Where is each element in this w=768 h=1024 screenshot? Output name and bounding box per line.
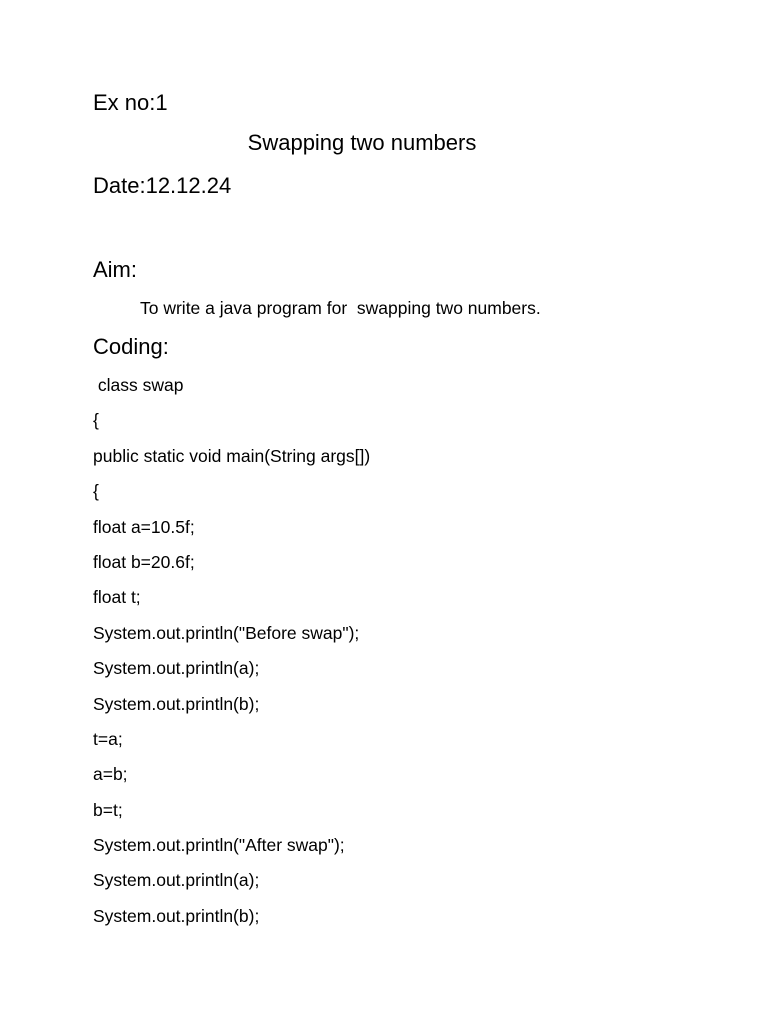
aim-text: To write a java program for swapping two numbers. (140, 298, 541, 318)
date-line: Date:12.12.24 (93, 173, 232, 198)
code-line: float t; (93, 587, 141, 608)
code-line: { (93, 410, 99, 431)
coding-heading: Coding: (93, 334, 169, 359)
code-line: b=t; (93, 799, 123, 820)
code-line: class swap (93, 375, 184, 395)
code-line: System.out.println(b); (93, 905, 260, 926)
code-line: System.out.println("After swap"); (93, 835, 345, 856)
exercise-number: Ex no:1 (93, 90, 168, 115)
code-block (93, 374, 370, 940)
aim-heading: Aim: (93, 257, 137, 282)
code-line: System.out.println(a); (93, 658, 260, 679)
code-line: float a=10.5f; (93, 516, 195, 537)
code-line: System.out.println("Before swap"); (93, 622, 360, 643)
code-line: t=a; (93, 728, 123, 749)
code-line: System.out.println(b); (93, 693, 260, 714)
code-line: { (93, 481, 99, 502)
code-line: a=b; (93, 764, 128, 785)
code-line: System.out.println(a); (93, 870, 260, 891)
page-title: Swapping two numbers (247, 130, 477, 155)
code-line: float b=20.6f; (93, 551, 195, 572)
code-line: public static void main(String args[]) (93, 445, 371, 466)
